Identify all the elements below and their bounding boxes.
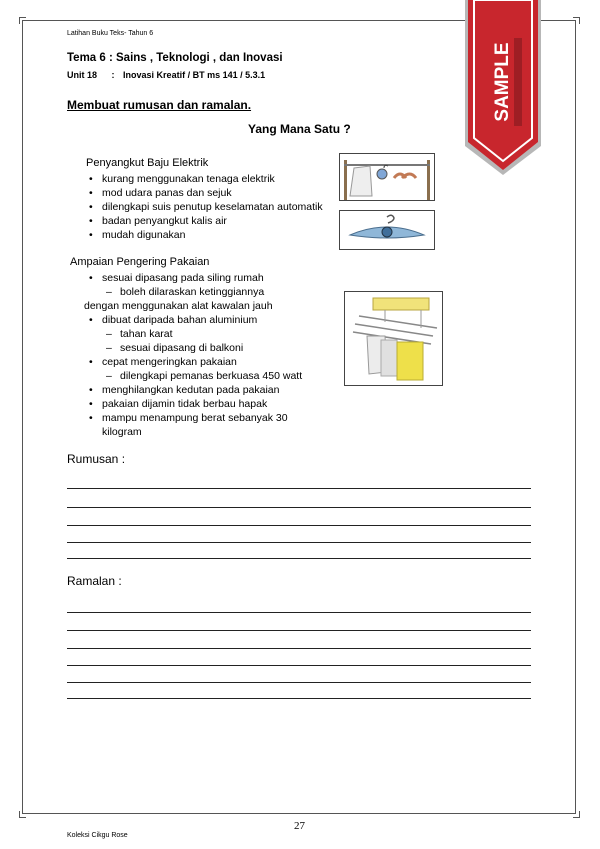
list-item: • dibuat daripada bahan aluminium [86, 313, 302, 327]
drying-rack-image [344, 291, 443, 386]
list-item: • kurang menggunakan tenaga elektrik [86, 172, 323, 186]
rumusan-label: Rumusan : [67, 452, 126, 466]
answer-line[interactable] [67, 648, 531, 649]
sample-ribbon [462, 0, 544, 178]
subtitle: Yang Mana Satu ? [248, 122, 351, 136]
list-item: – sesuai dipasang di balkoni [86, 341, 302, 355]
section-title: Membuat rumusan dan ramalan. [67, 98, 252, 112]
product2-list [86, 271, 302, 439]
answer-line[interactable] [67, 542, 531, 543]
answer-line[interactable] [67, 630, 531, 631]
list-item: • mudah digunakan [86, 228, 323, 242]
answer-line[interactable] [67, 558, 531, 559]
list-item: – tahan karat [86, 327, 302, 341]
unit-line [67, 70, 265, 80]
ramalan-label: Ramalan : [67, 574, 122, 588]
hanger-rack-image [339, 153, 435, 201]
corner-mark [19, 811, 26, 818]
corner-mark [19, 17, 26, 24]
answer-line[interactable] [67, 682, 531, 683]
answer-line[interactable] [67, 507, 531, 508]
product1-list [86, 172, 323, 242]
sample-ribbon-text: SAMPLE [492, 42, 514, 122]
list-item: – boleh dilaraskan ketinggiannya [86, 285, 302, 299]
unit-detail: Inovasi Kreatif / BT ms 141 / 5.3.1 [123, 70, 266, 80]
list-item: – dilengkapi pemanas berkuasa 450 watt [86, 369, 302, 383]
page-number: 27 [294, 820, 305, 832]
answer-line[interactable] [67, 612, 531, 613]
list-item: • mod udara panas dan sejuk [86, 186, 323, 200]
list-item: • menghilangkan kedutan pada pakaian [86, 383, 302, 397]
list-item: • sesuai dipasang pada siling rumah [86, 271, 302, 285]
unit-label: Unit 18 [67, 70, 98, 80]
unit-separator: : [111, 70, 115, 80]
list-item: • mampu menampung berat sebanyak 30 [86, 411, 302, 425]
product2-heading: Ampaian Pengering Pakaian [70, 256, 210, 268]
list-item: dengan menggunakan alat kawalan jauh [84, 300, 273, 312]
answer-line[interactable] [67, 488, 531, 489]
corner-mark [573, 17, 580, 24]
list-item: • pakaian dijamin tidak berbau hapak [86, 397, 302, 411]
list-item: • cepat mengeringkan pakaian [86, 355, 302, 369]
answer-line[interactable] [67, 525, 531, 526]
corner-mark [573, 811, 580, 818]
book-label: Latihan Buku Teks- Tahun 6 [67, 30, 154, 37]
answer-line[interactable] [67, 665, 531, 666]
list-item: • badan penyangkut kalis air [86, 214, 323, 228]
footer-credit: Koleksi Cikgu Rose [67, 832, 128, 839]
list-item: kilogram [102, 426, 142, 438]
answer-line[interactable] [67, 698, 531, 699]
electric-hanger-image [339, 210, 435, 250]
product1-heading: Penyangkut Baju Elektrik [86, 157, 209, 169]
list-item: • dilengkapi suis penutup keselamatan automatik [86, 200, 323, 214]
theme-title: Tema 6 : Sains , Teknologi , dan Inovasi [67, 52, 283, 64]
